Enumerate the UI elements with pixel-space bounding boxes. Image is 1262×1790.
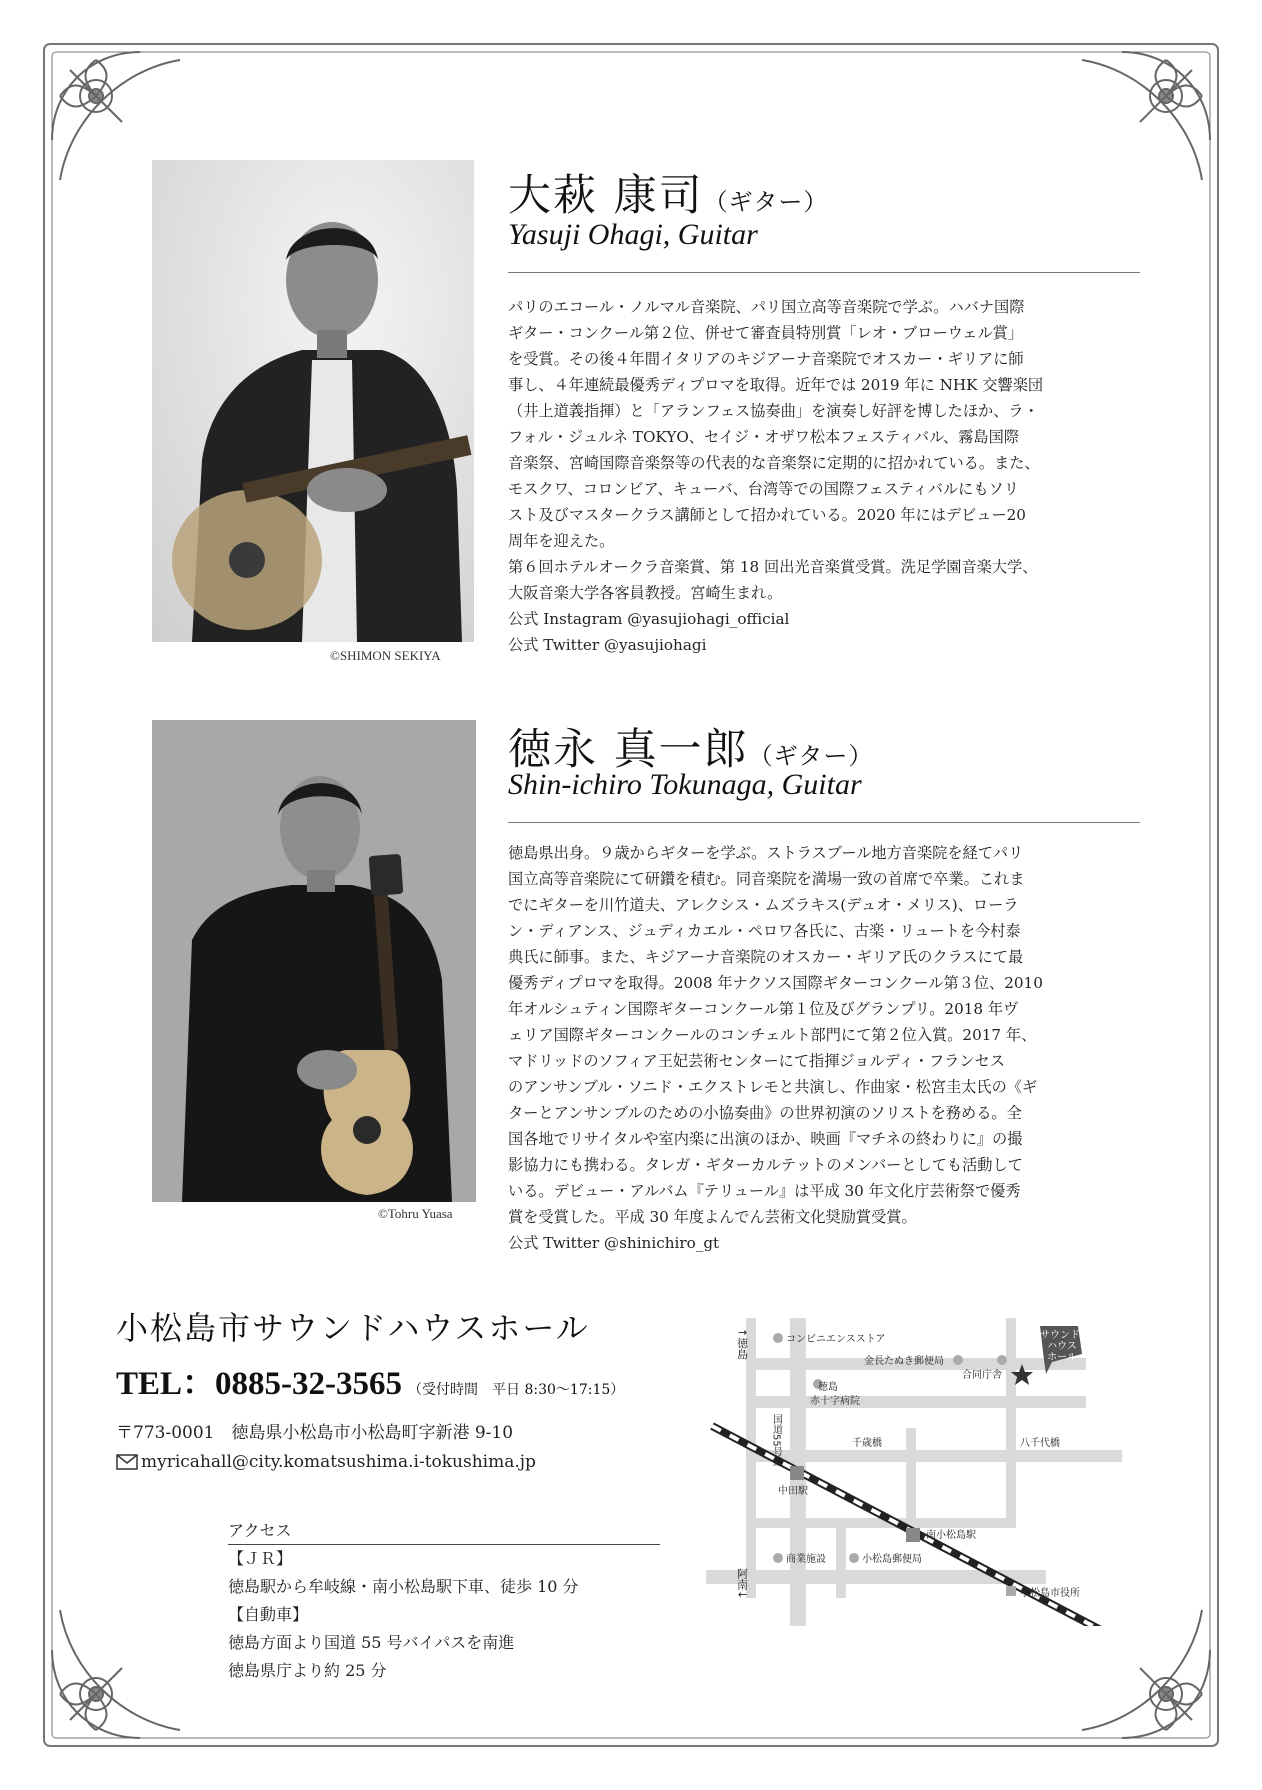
bio-line: ン・ディアンス、ジュディカエル・ペロワ各氏に、古楽・リュートを今村泰 — [508, 922, 1021, 940]
access-row: 徳島県庁より約 25 分 — [228, 1661, 387, 1680]
bio-line: を受賞。その後４年間イタリアのキジアーナ音楽院でオスカー・ギリアに師 — [508, 350, 1024, 368]
map-label: ハウス — [1047, 1341, 1077, 1352]
bio-line: ギター・コンクール第２位、併せて審査員特別賞「レオ・ブローウェル賞」 — [508, 324, 1024, 342]
map-label: 阿南↓ — [735, 1568, 749, 1600]
bio-line: 賞を受賞した。平成 30 年度よんでん芸術文化奨励賞受賞。 — [508, 1208, 917, 1226]
email-link[interactable]: myricahall@city.komatsushima.i-tokushima.jp — [141, 1452, 536, 1472]
photo-credit: ©Tohru Yuasa — [378, 1206, 453, 1221]
station-marker — [790, 1466, 804, 1480]
performer-photo-ohagi — [152, 160, 474, 642]
instrument-jp: （ギター） — [748, 742, 874, 770]
bio-line: 国立高等音楽院にて研鑽を積む。同音楽院を満場一致の首席で卒業。これま — [508, 870, 1025, 888]
map-label: 中田駅 — [778, 1486, 808, 1497]
bio-line: いる。デビュー・アルバム『テリュール』は平成 30 年文化庁芸術祭で優秀 — [508, 1182, 1021, 1200]
performer-name-jp — [508, 162, 828, 223]
map-label: ↑徳島 — [735, 1328, 749, 1360]
bio-line: （井上道義指揮）と「アランフェス協奏曲」を演奏し好評を博したほか、ラ・ — [508, 402, 1039, 420]
bio-line: 優秀ディプロマを取得。2008 年ナクソス国際ギターコンクール第３位、2010 — [508, 974, 1043, 992]
access-row: 【ＪＲ】 — [228, 1549, 293, 1568]
bio-line: マドリッドのソフィア王妃芸術センターにて指揮ジョルディ・フランセス — [508, 1052, 1005, 1070]
bio-line: 第６回ホテルオークラ音楽賞、第 18 回出光音楽賞受賞。洗足学園音楽大学、 — [508, 558, 1038, 576]
map-label: 商業施設 — [786, 1554, 826, 1565]
venue-tel — [116, 1357, 624, 1404]
bio-line: 徳島県出身。９歳からギターを学ぶ。ストラスブール地方音楽院を経てパリ — [508, 844, 1024, 862]
map-label: 八千代橋 — [1020, 1438, 1060, 1449]
access-heading: アクセス — [228, 1518, 660, 1545]
bio-line: 事し、４年連続最優秀ディプロマを取得。近年では 2019 年に NHK 交響楽団 — [508, 376, 1044, 394]
map-label: 赤十字病院 — [810, 1396, 860, 1407]
envelope-icon — [116, 1454, 138, 1470]
map-label: 国道55号線 — [770, 1414, 782, 1467]
bio-line: ターとアンサンブルのための小協奏曲》の世界初演のソリストを務める。全 — [508, 1104, 1022, 1122]
bio-line: 年オルシュティン国際ギターコンクール第１位及びグランプリ。2018 年ヴ — [508, 1000, 1019, 1018]
bio-line: 典氏に師事。また、キジアーナ音楽院のオスカー・ギリア氏のクラスにて最 — [508, 948, 1024, 966]
access-row: 徳島駅から牟岐線・南小松島駅下車、徒歩 10 分 — [228, 1577, 579, 1596]
map-label: 南小松島駅 — [926, 1530, 976, 1541]
bio-line: 影協力にも携わる。タレガ・ギターカルテットのメンバーとしても活動して — [508, 1156, 1023, 1174]
performer-name-en: Yasuji Ohagi, Guitar — [508, 218, 758, 251]
map-label: 千歳橋 — [852, 1438, 882, 1449]
bio-line: モスクワ、コロンビア、キューバ、台湾等での国際フェスティバルにもソリ — [508, 480, 1019, 498]
performer-photo-tokunaga — [152, 720, 476, 1202]
name-jp-text: 徳永 真一郎 — [508, 725, 749, 775]
tel-hours: （受付時間 平日 8:30〜17:15） — [408, 1382, 625, 1398]
instrument-jp: （ギター） — [703, 188, 829, 216]
map-label: 小松島郵便局 — [862, 1554, 922, 1565]
bio-line: ェリア国際ギターコンクールのコンチェルト部門にて第２位入賞。2017 年、 — [508, 1026, 1037, 1044]
bio-line: のアンサンブル・ソニド・エクストレモと共演し、作曲家・松宮圭太氏の《ギ — [508, 1078, 1038, 1096]
access-row: 徳島方面より国道 55 号バイパスを南進 — [228, 1633, 515, 1652]
photo-credit: ©SHIMON SEKIYA — [330, 648, 441, 663]
postal-address: 〒773-0001 徳島県小松島市小松島町字新港 9-10 — [116, 1423, 514, 1443]
bio-line: 大阪音楽大学各客員教授。宮崎生まれ。 — [508, 584, 783, 602]
map-label: サウンド — [1040, 1330, 1080, 1341]
bio-line: 国各地でリサイタルや室内楽に出演のほか、映画『マチネの終わりに』の撮 — [508, 1130, 1023, 1148]
name-jp-text: 大萩 康司 — [508, 171, 704, 221]
access-info — [228, 1518, 660, 1685]
access-row: 【自動車】 — [228, 1605, 309, 1624]
map-label: 徳島 — [818, 1382, 838, 1393]
bio-line: パリのエコール・ノルマル音楽院、パリ国立高等音楽院で学ぶ。ハバナ国際 — [508, 298, 1025, 316]
performer-bio — [508, 840, 1144, 1256]
tel-number[interactable]: 0885-32-3565 — [215, 1366, 403, 1402]
divider — [508, 822, 1140, 823]
map-label: ホール — [1047, 1352, 1077, 1363]
map-label: コンビニエンスストア — [786, 1334, 886, 1345]
map-label: 合同庁舎 — [962, 1370, 1002, 1381]
bio-line: フォル・ジュルネ TOKYO、セイジ・オザワ松本フェスティバル、霧島国際 — [508, 428, 1019, 446]
bio-line: 音楽祭、宮崎国際音楽祭等の代表的な音楽祭に定期的に招かれている。また、 — [508, 454, 1040, 472]
bio-line: 公式 Instagram @yasujiohagi_official — [508, 610, 790, 628]
bio-line: 周年を迎えた。 — [508, 532, 615, 550]
performer-bio — [508, 294, 1144, 658]
email-row — [116, 1452, 536, 1472]
tel-label: TEL： — [116, 1366, 216, 1402]
venue-name: 小松島市サウンドハウスホール — [116, 1309, 590, 1347]
performer-name-en: Shin-ichiro Tokunaga, Guitar — [508, 768, 862, 801]
bio-line: 公式 Twitter @shinichiro_gt — [508, 1234, 720, 1252]
access-map — [706, 1318, 1122, 1626]
divider — [508, 272, 1140, 273]
station-marker — [906, 1528, 920, 1542]
map-label: 小松島市役所 — [1020, 1588, 1080, 1599]
map-label: 金長たぬき郵便局 — [864, 1356, 944, 1367]
bio-line: スト及びマスタークラス講師として招かれている。2020 年にはデビュー20 — [508, 506, 1026, 524]
bio-line: でにギターを川竹道夫、アレクシス・ムズラキス(デュオ・メリス)、ローラ — [508, 896, 1019, 914]
bio-line: 公式 Twitter @yasujiohagi — [508, 636, 707, 654]
